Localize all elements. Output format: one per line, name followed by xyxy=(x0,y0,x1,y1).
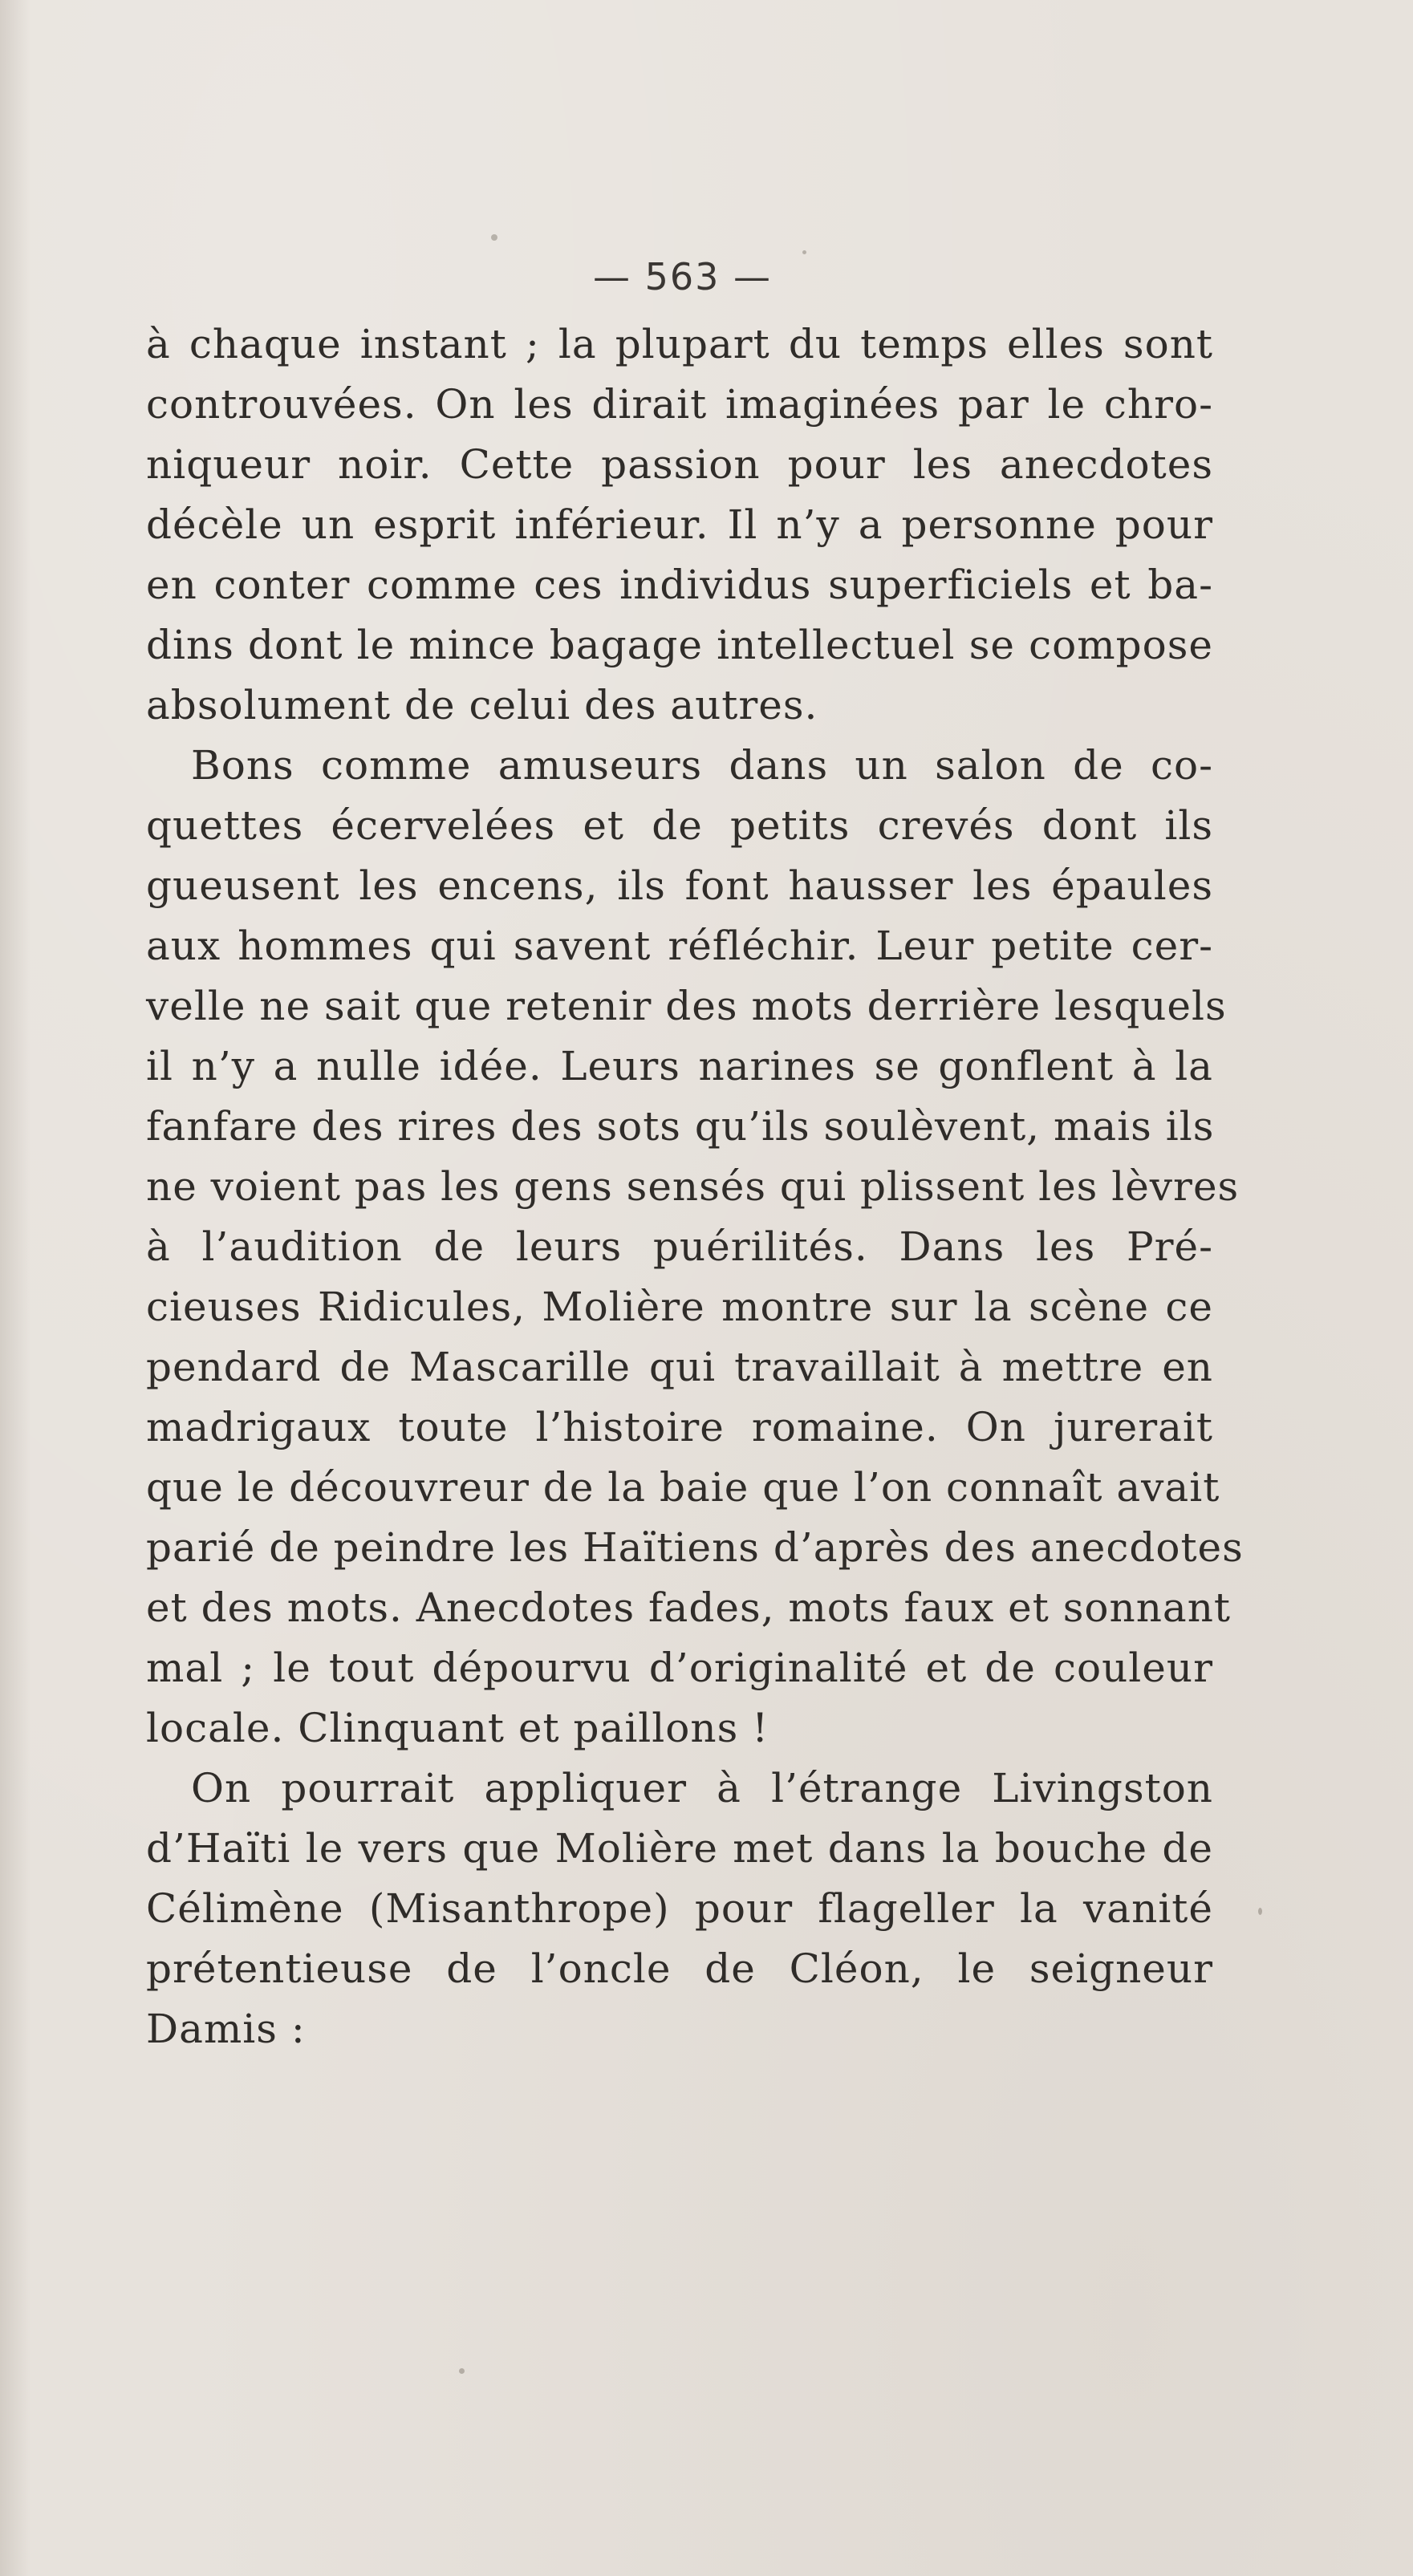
text-line: à l’audition de leurs puérilités. Dans les Pré- xyxy=(146,1223,1213,1270)
text-line: On pourrait appliquer à l’étrange Livingston xyxy=(191,1765,1213,1811)
text-line: niqueur noir. Cette passion pour les anecdotes xyxy=(146,441,1213,488)
text-line: controuvées. On les dirait imaginées par le chro- xyxy=(146,381,1213,428)
text-line: prétentieuse de l’oncle de Cléon, le seigneur xyxy=(146,1945,1213,1992)
text-line: dins dont le mince bagage intellectuel se compose xyxy=(146,622,1213,668)
paper-speck xyxy=(459,2368,465,2374)
text-line: locale. Clinquant et paillons ! xyxy=(146,1705,769,1751)
text-line: d’Haïti le vers que Molière met dans la bouche de xyxy=(146,1825,1213,1872)
text-line: madrigaux toute l’histoire romaine. On jurerait xyxy=(146,1404,1213,1450)
paper-speck xyxy=(1258,1908,1262,1915)
page-gutter-shadow xyxy=(0,0,30,2576)
text-line: quettes écervelées et de petits crevés dont ils xyxy=(146,802,1213,849)
paper-speck xyxy=(491,234,497,241)
text-line: velle ne sait que retenir des mots derrière lesquels xyxy=(146,983,1227,1029)
text-line: décèle un esprit inférieur. Il n’y a personne pour xyxy=(146,501,1213,548)
text-line: que le découvreur de la baie que l’on connaît avait xyxy=(146,1464,1220,1511)
text-line: parié de peindre les Haïtiens d’après des anecdotes xyxy=(146,1524,1244,1571)
text-line: Bons comme amuseurs dans un salon de co- xyxy=(191,742,1213,789)
text-line: en conter comme ces individus superficiels et ba- xyxy=(146,562,1213,608)
text-line: pendard de Mascarille qui travaillait à mettre en xyxy=(146,1344,1213,1390)
text-line: il n’y a nulle idée. Leurs narines se gonflent à la xyxy=(146,1043,1213,1089)
text-line: ne voient pas les gens sensés qui plissent les lèvres xyxy=(146,1163,1240,1210)
text-line: gueusent les encens, ils font hausser les épaules xyxy=(146,862,1213,909)
text-line: à chaque instant ; la plupart du temps elles sont xyxy=(146,321,1213,367)
paper-speck xyxy=(802,250,806,254)
text-line: Célimène (Misanthrope) pour flageller la vanité xyxy=(146,1885,1213,1932)
text-line: mal ; le tout dépourvu d’originalité et de couleur xyxy=(146,1645,1213,1691)
body-text xyxy=(146,314,1244,2059)
text-line: absolument de celui des autres. xyxy=(146,682,818,728)
text-line: et des mots. Anecdotes fades, mots faux et sonnant xyxy=(146,1584,1232,1631)
text-line: aux hommes qui savent réfléchir. Leur petite cer- xyxy=(146,923,1213,969)
text-line: cieuses Ridicules, Molière montre sur la scène ce xyxy=(146,1284,1213,1330)
text-line: fanfare des rires des sots qu’ils soulèvent, mais ils xyxy=(146,1103,1215,1150)
text-line: Damis : xyxy=(146,2006,306,2052)
page-number: — 563 — xyxy=(592,255,773,298)
